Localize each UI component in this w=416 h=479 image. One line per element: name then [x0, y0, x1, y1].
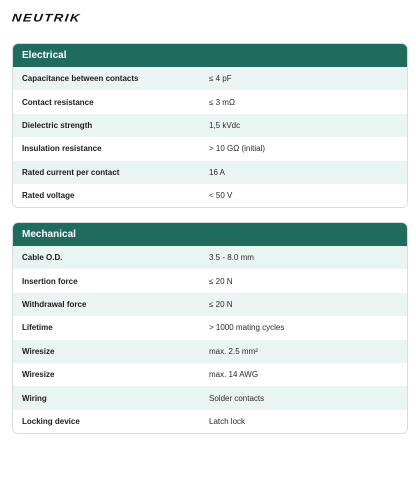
spec-value: > 1000 mating cycles — [209, 323, 285, 333]
spec-row — [13, 114, 407, 137]
spec-value: < 50 V — [209, 191, 233, 201]
spec-row — [13, 137, 407, 160]
spec-row — [13, 340, 407, 363]
spec-value: ≤ 20 N — [209, 299, 233, 309]
spec-value: Latch lock — [209, 416, 246, 426]
spec-row — [13, 246, 407, 269]
spec-value: max. 14 AWG — [209, 370, 259, 380]
spec-label: Withdrawal force — [22, 299, 87, 309]
electrical-spec-card — [12, 43, 408, 208]
spec-label: Wiresize — [22, 346, 55, 356]
spec-label: Capacitance between contacts — [22, 74, 139, 84]
spec-row — [13, 90, 407, 113]
neutrik-logo — [12, 10, 81, 24]
spec-label: Lifetime — [22, 323, 53, 333]
spec-label: Wiresize — [22, 370, 55, 380]
spec-label: Wiring — [22, 393, 47, 403]
spec-value: ≤ 20 N — [209, 276, 233, 286]
spec-label: Dielectric strength — [22, 120, 93, 130]
spec-label: Contact resistance — [22, 97, 94, 107]
spec-value: 1,5 kVdc — [209, 120, 241, 130]
electrical-rows — [13, 67, 407, 207]
spec-value: 16 A — [209, 167, 226, 177]
spec-value: 3.5 - 8.0 mm — [209, 253, 254, 263]
spec-row — [13, 67, 407, 90]
spec-row — [13, 161, 407, 184]
spec-row — [13, 184, 407, 207]
spec-value: Solder contacts — [209, 393, 265, 403]
spec-label: Cable O.D. — [22, 253, 63, 263]
spec-label: Locking device — [22, 416, 80, 426]
spec-row — [13, 386, 407, 409]
mechanical-rows — [13, 246, 407, 433]
spec-row — [13, 363, 407, 386]
spec-value: > 10 GΩ (initial) — [209, 144, 265, 154]
logo-text: NEUTRIK — [11, 10, 82, 24]
spec-label: Insulation resistance — [22, 144, 102, 154]
spec-row — [13, 410, 407, 433]
spec-value: ≤ 3 mΩ — [209, 97, 235, 107]
spec-value: max. 2.5 mm² — [209, 346, 258, 356]
spec-row — [13, 316, 407, 339]
spec-value: ≤ 4 pF — [209, 74, 232, 84]
electrical-header: Electrical — [13, 44, 407, 67]
spec-row — [13, 293, 407, 316]
spec-label: Rated voltage — [22, 191, 75, 201]
spec-label: Insertion force — [22, 276, 78, 286]
mechanical-spec-card — [12, 222, 408, 434]
spec-row — [13, 269, 407, 292]
mechanical-header: Mechanical — [13, 223, 407, 246]
spec-label: Rated current per contact — [22, 167, 120, 177]
